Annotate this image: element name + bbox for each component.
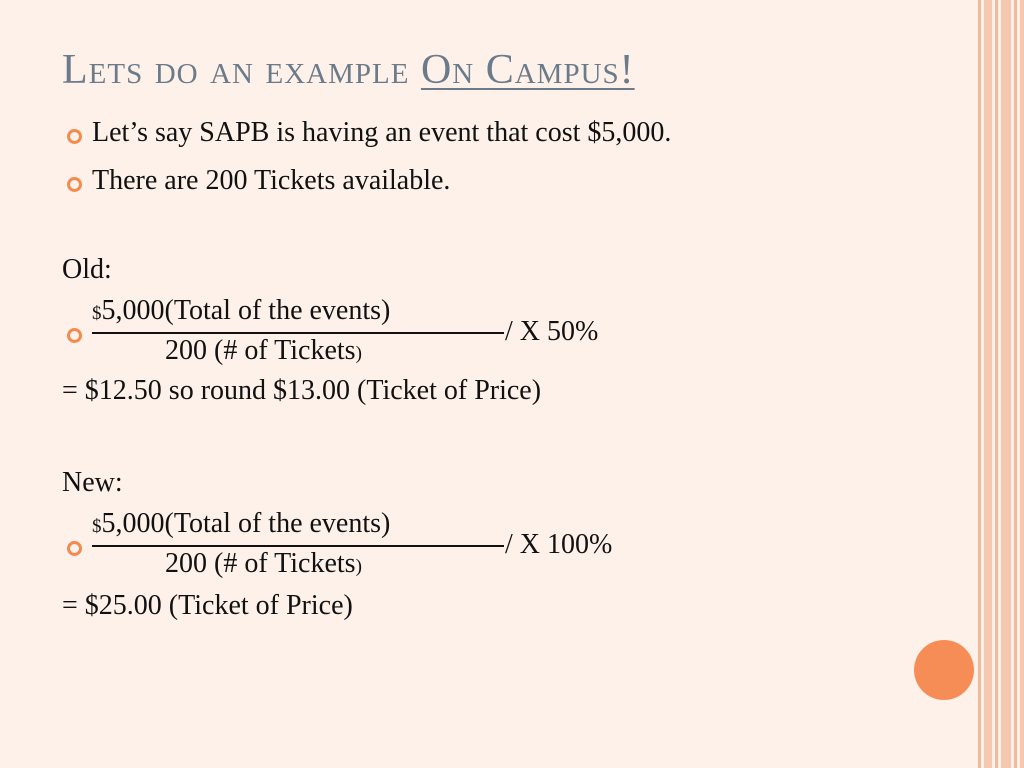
new-multiplier: / X 100% [505, 529, 613, 560]
new-result: = $25.00 (Ticket of Price) [62, 590, 353, 621]
decor-circle [914, 640, 974, 700]
decor-stripe [978, 0, 981, 768]
new-denominator-text: 200 (# of Tickets [165, 548, 356, 579]
new-label: New: [62, 467, 123, 498]
bullet-text-2: There are 200 Tickets available. [92, 165, 451, 196]
old-numerator-text: 5,000(Total of the events) [101, 295, 391, 326]
bullet-text-1: Let’s say SAPB is having an event that cost $5,000. [92, 117, 672, 148]
old-numerator [92, 295, 390, 327]
new-denominator [165, 548, 362, 580]
new-numerator-dollar: $ [92, 516, 102, 537]
bullet-icon [67, 328, 82, 343]
old-denominator [165, 335, 362, 367]
bullet-icon [67, 129, 82, 144]
old-numerator-dollar: $ [92, 303, 102, 324]
bullet-icon [67, 541, 82, 556]
bullet-icon [67, 177, 82, 192]
fraction-bar [92, 545, 504, 547]
old-denominator-text: 200 (# of Tickets [165, 335, 356, 366]
new-numerator-text: 5,000(Total of the events) [101, 508, 391, 539]
old-multiplier: / X 50% [505, 316, 599, 347]
decor-stripe [984, 0, 992, 768]
slide-title [62, 46, 635, 94]
title-part2: On Campus! [420, 47, 635, 93]
old-denominator-close: ) [355, 343, 362, 364]
old-result: = $12.50 so round $13.00 (Ticket of Price) [62, 375, 542, 406]
decor-stripe [995, 0, 998, 768]
new-numerator [92, 508, 390, 540]
new-denominator-close: ) [355, 556, 362, 577]
fraction-bar [92, 332, 504, 334]
decor-stripe [1020, 0, 1024, 768]
old-label: Old: [62, 254, 112, 285]
decor-stripe [1014, 0, 1017, 768]
title-part1: Lets do an example [62, 47, 410, 93]
decor-stripe [1001, 0, 1011, 768]
